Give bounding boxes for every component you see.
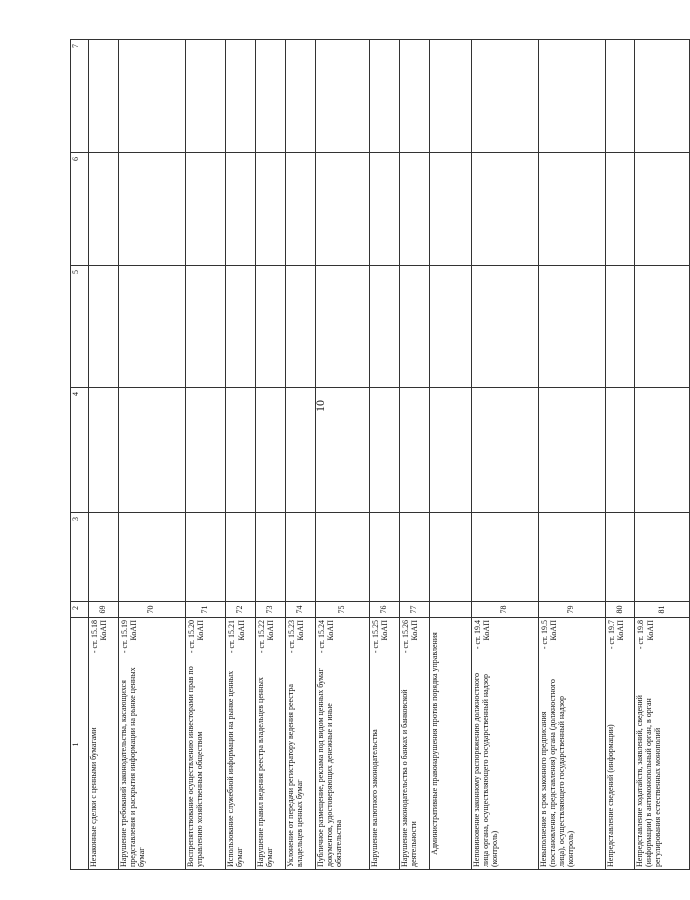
violation-name: Публичное размещение, реклама под видом ценных бумаг документов, удостоверяющих денежные и иные обязательства <box>315 668 343 867</box>
empty-cell-col-3 <box>185 513 225 602</box>
violation-name: Нарушение законодательства о банках и банковской деятельности <box>400 689 418 867</box>
row-number: 79 <box>538 602 605 618</box>
empty-cell-col-3 <box>256 513 286 602</box>
empty-cell-col-4 <box>605 388 635 513</box>
empty-cell-col-5 <box>635 266 690 388</box>
koap-article: - ст. 15.21 КоАП <box>227 620 246 654</box>
violation-name: Непредставление сведений (информации) <box>605 724 615 867</box>
empty-cell-col-5 <box>226 266 256 388</box>
table-row <box>400 40 430 870</box>
empty-cell-col-5 <box>370 266 400 388</box>
empty-cell-col-6 <box>226 153 256 266</box>
empty-cell-col-6 <box>635 153 690 266</box>
koap-article: - ст. 19.7 КоАП <box>606 620 625 650</box>
empty-cell-col-6 <box>400 153 430 266</box>
row-number: 80 <box>605 602 635 618</box>
koap-article: - ст. 15.20 КоАП <box>186 620 206 654</box>
empty-cell-col-6 <box>471 153 538 266</box>
empty-cell-col-7 <box>89 40 119 153</box>
row-number: 78 <box>471 602 538 618</box>
empty-cell-col-7 <box>118 40 185 153</box>
empty-cell-col-3 <box>285 513 315 602</box>
empty-cell-col-4 <box>471 388 538 513</box>
violation-name: Незаконные сделки с ценными бумагами <box>89 727 99 867</box>
empty-cell-col-5 <box>429 266 471 388</box>
empty-cell-col-7 <box>370 40 400 153</box>
empty-cell-col-4 <box>400 388 430 513</box>
table-row <box>605 40 635 870</box>
empty-cell-col-6 <box>370 153 400 266</box>
empty-cell-col-5 <box>471 266 538 388</box>
violation-name: Нарушение валютного законодательства <box>370 729 380 867</box>
koap-article: - ст. 15.18 КоАП <box>90 620 109 654</box>
violation-cell <box>256 618 286 870</box>
row-number: 69 <box>89 602 119 618</box>
violation-name: Нарушение правил ведения реестра владельцев ценных бумаг <box>256 677 275 867</box>
violation-cell <box>185 618 225 870</box>
row-number: 70 <box>118 602 185 618</box>
table-row <box>226 40 256 870</box>
table-row <box>471 40 538 870</box>
empty-cell-col-6 <box>118 153 185 266</box>
section-num-cell <box>429 602 471 618</box>
table-row <box>370 40 400 870</box>
empty-cell-col-4 <box>118 388 185 513</box>
empty-cell-col-6 <box>185 153 225 266</box>
header-col-3: 3 <box>71 513 89 602</box>
table-row <box>538 40 605 870</box>
table-row <box>285 40 315 870</box>
violation-cell <box>635 618 690 870</box>
empty-cell-col-7 <box>400 40 430 153</box>
rotated-table-wrapper <box>70 40 690 870</box>
violation-cell <box>285 618 315 870</box>
violation-cell <box>89 618 119 870</box>
row-number: 72 <box>226 602 256 618</box>
empty-cell-col-7 <box>185 40 225 153</box>
violation-cell <box>315 618 369 870</box>
empty-cell-col-7 <box>429 40 471 153</box>
violation-cell <box>226 618 256 870</box>
row-number: 73 <box>256 602 286 618</box>
koap-article: - ст. 19.5 КоАП <box>539 620 558 650</box>
empty-cell-col-3 <box>471 513 538 602</box>
empty-cell-col-5 <box>315 266 369 388</box>
violation-cell <box>538 618 605 870</box>
empty-cell-col-4 <box>429 388 471 513</box>
header-col-5: 5 <box>71 266 89 388</box>
table-row <box>89 40 119 870</box>
empty-cell-col-7 <box>315 40 369 153</box>
empty-cell-col-4 <box>256 388 286 513</box>
empty-cell-col-4 <box>312 388 369 513</box>
page-number: 10 <box>312 400 327 412</box>
row-number: 71 <box>185 602 225 618</box>
violation-cell <box>118 618 185 870</box>
empty-cell-col-6 <box>605 153 635 266</box>
row-number: 77 <box>400 602 430 618</box>
violation-name: Непредставление ходатайств, заявлений, сведений (информации) в антимонопольный орган, в орган регулирования естественных монополий <box>635 695 663 867</box>
koap-article: - ст. 15.22 КоАП <box>257 620 276 654</box>
empty-cell-col-6 <box>89 153 119 266</box>
empty-cell-col-3 <box>429 513 471 602</box>
violation-name: Невыполнение в срок законного предписания (постановления, представления) органа (должностного лица), осуществляющего государственный надзор (контроль) <box>538 679 575 867</box>
empty-cell-col-7 <box>605 40 635 153</box>
empty-cell-col-3 <box>226 513 256 602</box>
empty-cell-col-3 <box>538 513 605 602</box>
empty-cell-col-4 <box>185 388 225 513</box>
empty-cell-col-6 <box>256 153 286 266</box>
empty-cell-col-4 <box>538 388 605 513</box>
header-col-7: 7 <box>71 40 89 153</box>
violation-cell <box>471 618 538 870</box>
empty-cell-col-3 <box>315 513 369 602</box>
empty-cell-col-3 <box>605 513 635 602</box>
empty-cell-col-4 <box>370 388 400 513</box>
section-title: Административные правонарушения против порядка управления <box>429 618 471 870</box>
empty-cell-col-7 <box>226 40 256 153</box>
empty-cell-col-5 <box>285 266 315 388</box>
table-row <box>185 40 225 870</box>
empty-cell-col-7 <box>471 40 538 153</box>
violation-name: Использование служебной информации на рынке ценных бумаг <box>226 670 245 867</box>
table-header-row <box>71 40 89 870</box>
empty-cell-col-3 <box>118 513 185 602</box>
empty-cell-col-7 <box>635 40 690 153</box>
empty-cell-col-4 <box>89 388 119 513</box>
empty-cell-col-5 <box>605 266 635 388</box>
empty-cell-col-5 <box>256 266 286 388</box>
row-number: 75 <box>315 602 369 618</box>
empty-cell-col-5 <box>538 266 605 388</box>
koap-article: - ст. 15.24 КоАП <box>316 620 335 654</box>
empty-cell-col-4 <box>226 388 256 513</box>
empty-cell-col-3 <box>89 513 119 602</box>
koap-article: - ст. 15.19 КоАП <box>119 620 139 654</box>
header-col-2: 2 <box>71 602 89 618</box>
koap-article: - ст. 19.8 КоАП <box>636 620 655 650</box>
empty-cell-col-4 <box>285 388 315 513</box>
header-col-4: 4 <box>71 388 89 513</box>
row-number: 74 <box>285 602 315 618</box>
header-col-1: 1 <box>71 618 89 870</box>
violations-table <box>70 39 690 870</box>
violation-name: Неповиновение законному распоряжению должностного лица органа, осуществляющего государственный надзор (контроль) <box>471 673 499 867</box>
koap-article: - ст. 15.25 КоАП <box>371 620 390 654</box>
empty-cell-col-6 <box>315 153 369 266</box>
table-row <box>315 40 369 870</box>
empty-cell-col-7 <box>538 40 605 153</box>
empty-cell-col-5 <box>89 266 119 388</box>
empty-cell-col-6 <box>285 153 315 266</box>
violation-cell <box>400 618 430 870</box>
violation-name: Уклонение от передачи регистратору ведения реестра владельцев ценных бумаг <box>285 684 304 867</box>
empty-cell-col-5 <box>400 266 430 388</box>
table-row <box>118 40 185 870</box>
row-number: 81 <box>635 602 690 618</box>
empty-cell-col-7 <box>285 40 315 153</box>
empty-cell-col-7 <box>256 40 286 153</box>
koap-article: - ст. 19.4 КоАП <box>472 620 491 650</box>
empty-cell-col-5 <box>118 266 185 388</box>
empty-cell-col-4 <box>635 388 690 513</box>
header-col-6: 6 <box>71 153 89 266</box>
table-row <box>635 40 690 870</box>
empty-cell-col-5 <box>185 266 225 388</box>
empty-cell-col-3 <box>370 513 400 602</box>
violation-cell <box>370 618 400 870</box>
section-row <box>429 40 471 870</box>
violation-name: Нарушение требований законодательства, касающихся представления и раскрытия информации на рынке ценных бумаг <box>118 667 146 867</box>
violation-name: Воспрепятствование осуществлению инвесторами прав по управлению хозяйственным обществом <box>185 666 204 867</box>
row-number: 76 <box>370 602 400 618</box>
empty-cell-col-6 <box>538 153 605 266</box>
table-row <box>256 40 286 870</box>
empty-cell-col-3 <box>635 513 690 602</box>
koap-article: - ст. 15.23 КоАП <box>286 620 306 654</box>
koap-article: - ст. 15.26 КоАП <box>401 620 420 654</box>
empty-cell-col-3 <box>400 513 430 602</box>
violation-cell <box>605 618 635 870</box>
empty-cell-col-6 <box>429 153 471 266</box>
